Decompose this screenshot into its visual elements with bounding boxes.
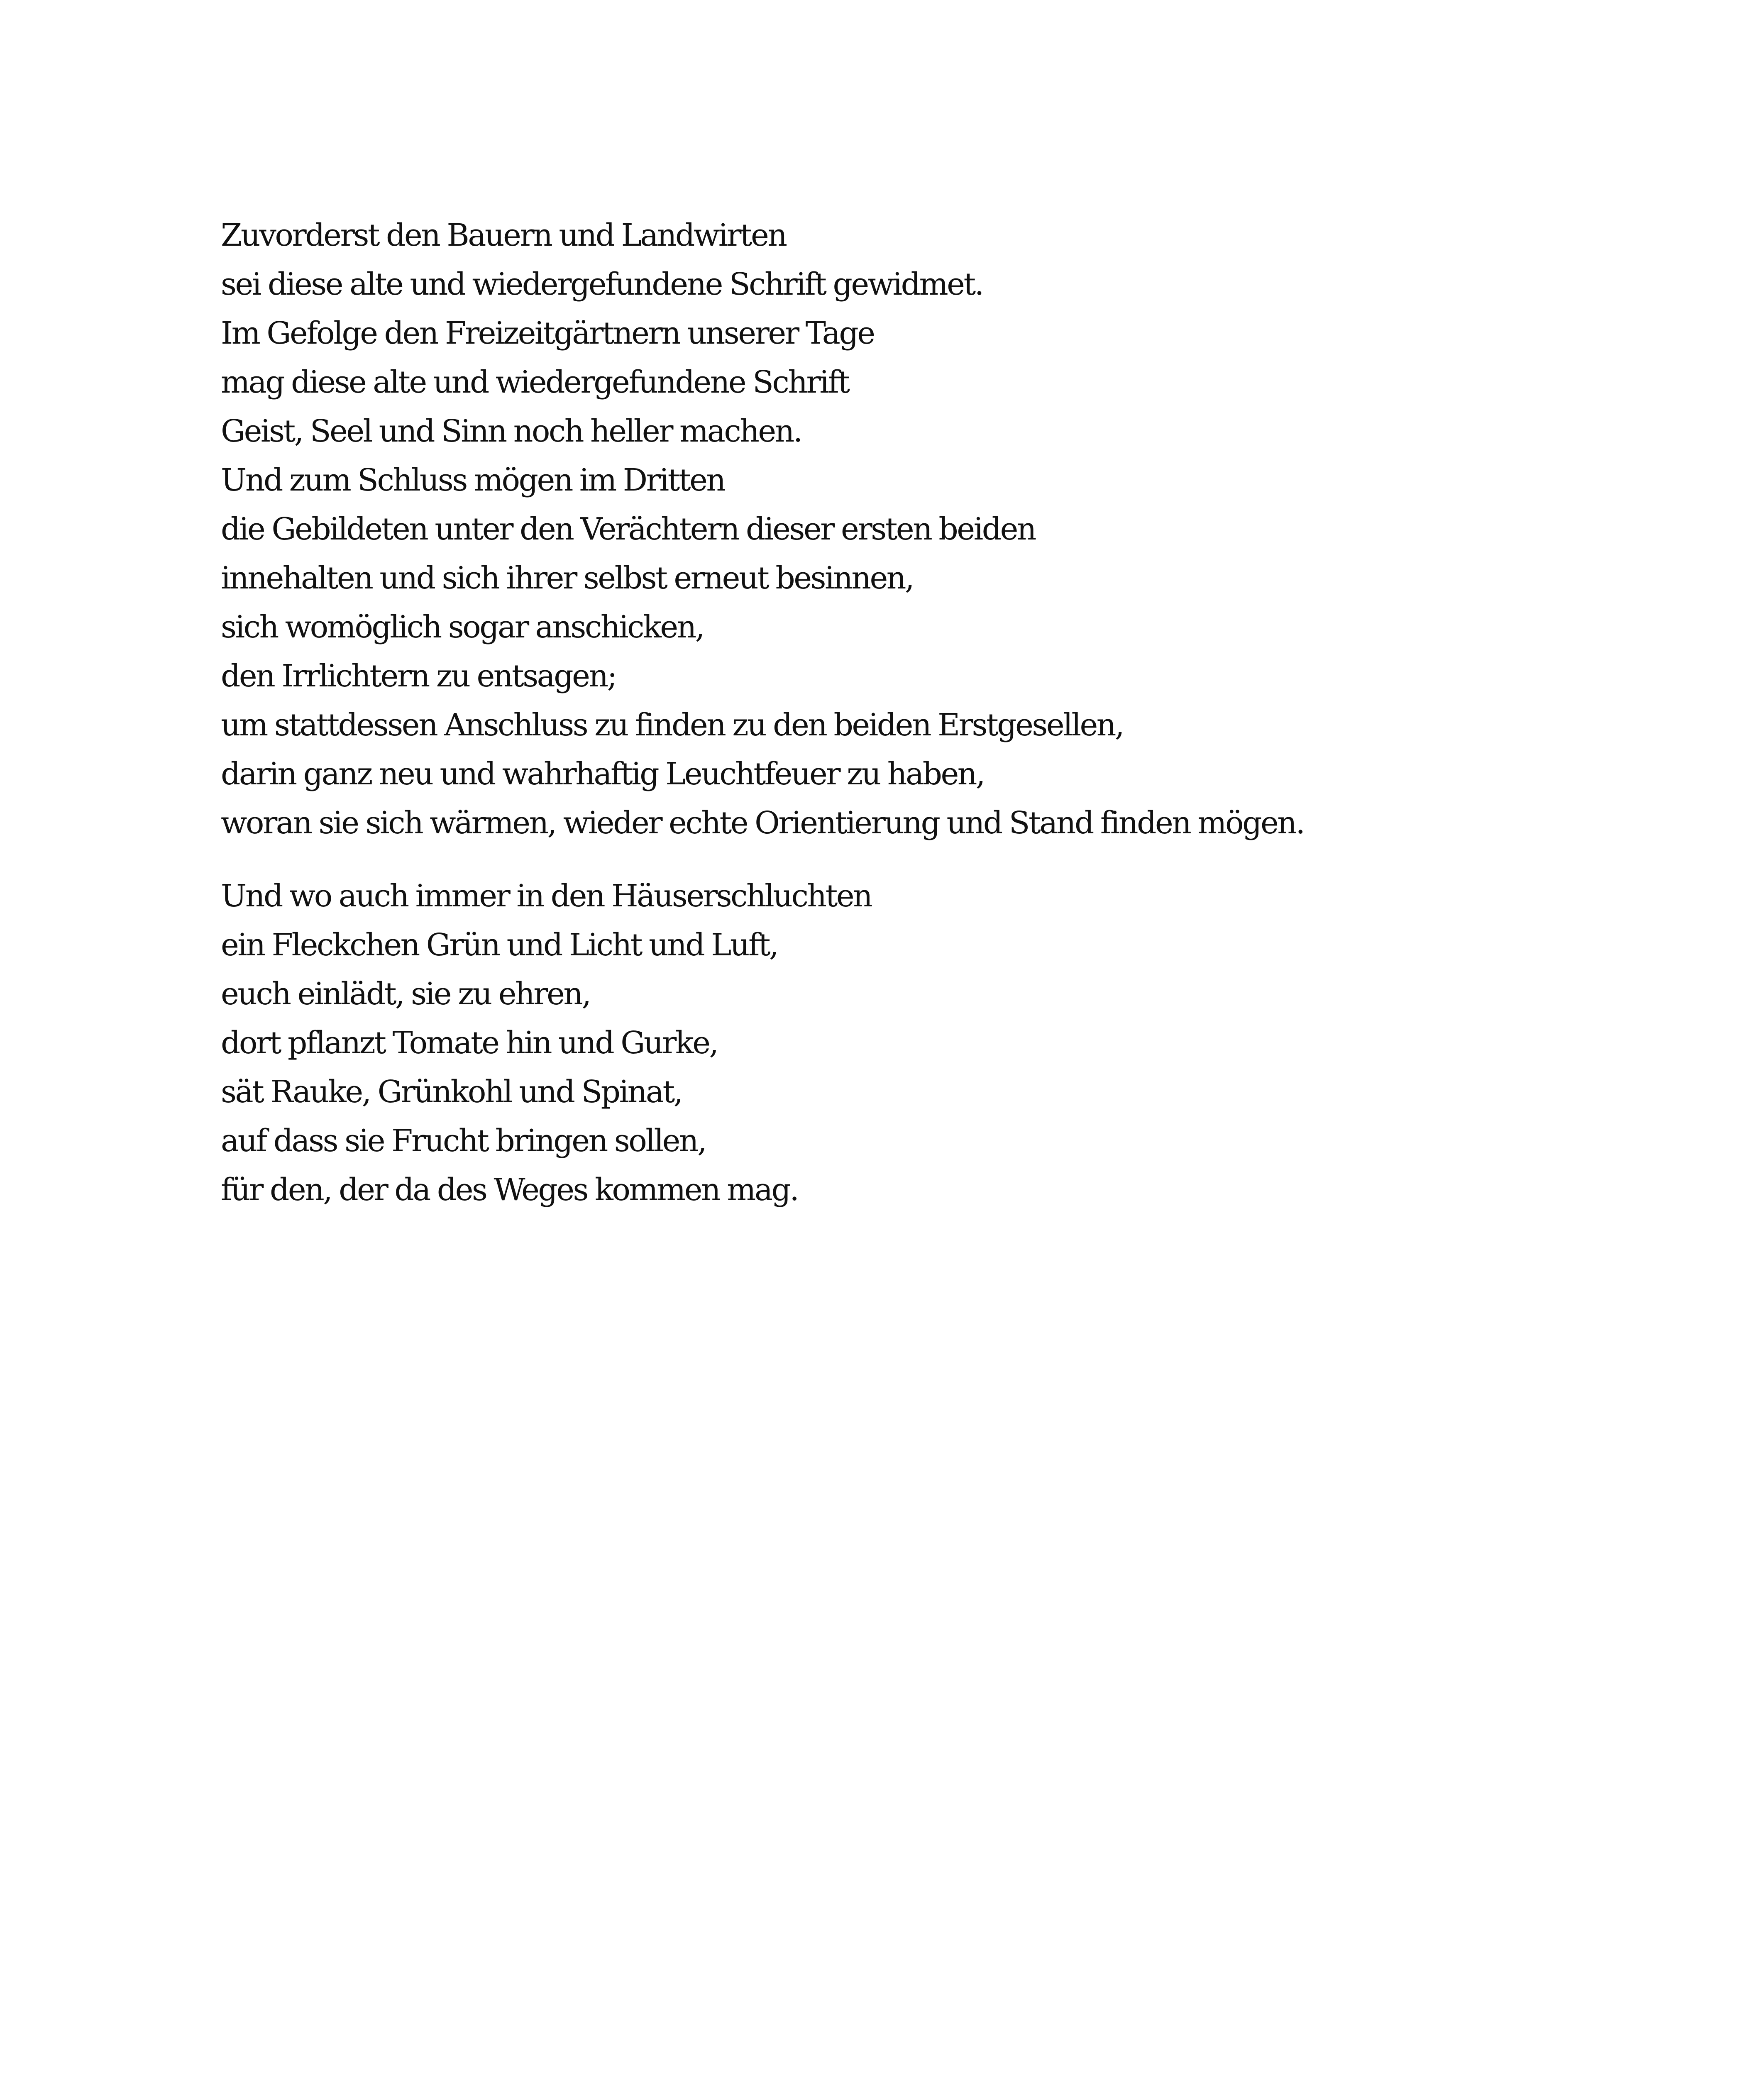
text-line: sich womöglich sogar anschicken, [221, 609, 704, 645]
text-line: Und wo auch immer in den Häuserschluchten [221, 878, 872, 914]
text-line: dort pflanzt Tomate hin und Gurke, [221, 1025, 718, 1061]
text-line: sei diese alte und wiedergefundene Schrift gewidmet. [221, 266, 983, 302]
text-line: darin ganz neu und wahrhaftig Leuchtfeuer zu haben, [221, 756, 984, 792]
text-line: Zuvorderst den Bauern und Landwirten [221, 217, 786, 253]
stanza-2 [221, 872, 1632, 1214]
text-line: mag diese alte und wiedergefundene Schrift [221, 364, 849, 400]
text-line: Geist, Seel und Sinn noch heller machen. [221, 413, 801, 449]
text-line: innehalten und sich ihrer selbst erneut besinnen, [221, 560, 913, 596]
text-line: die Gebildeten unter den Verächtern dieser ersten beiden [221, 511, 1036, 547]
dedication-text [221, 211, 1632, 1214]
text-line: sät Rauke, Grünkohl und Spinat, [221, 1074, 682, 1110]
text-line: um stattdessen Anschluss zu finden zu den beiden Erstgesellen, [221, 707, 1123, 743]
text-line: für den, der da des Weges kommen mag. [221, 1172, 798, 1208]
text-line: den Irrlichtern zu entsagen; [221, 658, 616, 694]
text-line: ein Fleckchen Grün und Licht und Luft, [221, 927, 778, 963]
text-line: euch einlädt, sie zu ehren, [221, 976, 590, 1012]
text-line: Und zum Schluss mögen im Dritten [221, 462, 725, 498]
stanza-1 [221, 211, 1632, 847]
text-line: auf dass sie Frucht bringen sollen, [221, 1123, 706, 1159]
text-line: Im Gefolge den Freizeitgärtnern unserer Tage [221, 315, 874, 351]
text-line: woran sie sich wärmen, wieder echte Orientierung und Stand finden mögen. [221, 805, 1304, 841]
